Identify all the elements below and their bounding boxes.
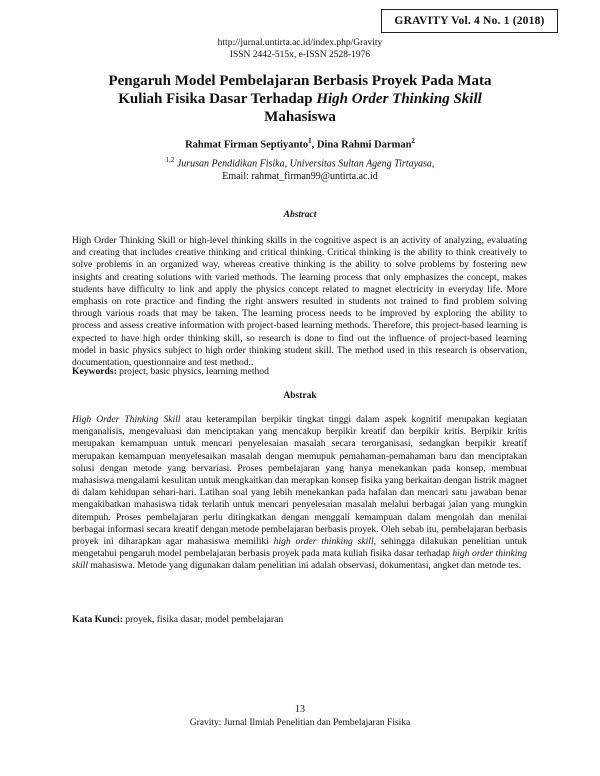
author-1-sup: 1 [308,137,312,145]
abstract-heading: Abstract [283,210,317,220]
author-2: Dina Rahmi Darman [316,139,412,151]
abstrak-heading: Abstrak [283,391,317,401]
kata-kunci [72,614,527,625]
title-line-2 [60,90,540,108]
affiliation [0,156,600,169]
title-line-1: Pengaruh Model Pembelajaran Berbasis Proyek Pada Mata [108,73,492,89]
abstrak-text-1: atau keterampilan berpikir tingkat tinggi dalam aspek kognitif merupakan kegiatan menganalisis, mengevaluasi dan menciptakan yang mencakup berpikir kreatif dan berpikir kritis. Berpikir kritis merupakan kemampuan untuk mencari penyelesaian masalah secara terorganisasi, sedangkan berpikir kreatif merupakan kemampuan menyelesaikan masalah dengan memupuk pemahaman-pemahaman baru dan menciptakan solusi dengan metode yang bervariasi. Proses pembelajaran yang hanya menekankan pada konsep, membuat mahasiswa mengalami kesulitan untuk mengkaitkan dan merapkan konsep fisika yang berkaitan dengan listrik magnet di dalam kehidupan sehari-hari. Latihan soal yang lebih menekankan pada hafalan dan mencari satu jawaban benar mengakibatkan mahasiswa tidak terlatih untuk mencari penyelesaian masalah melalui berbagai jalan yang mungkin ditempuh. Proses pembelajaran perlu ditingkatkan dengan menggali kemampuan dalam mengolah dan menilai berbagai informasi secara kreatif dengan metode pembelajaran berbasis proyek. Oleh sebab itu, pembelajaran berbasis proyek ini diharapkan agar mahasiswa memiliki [72,414,527,548]
paper-title [60,72,540,126]
title-line-2-italic: High Order Thinking Skill [316,91,482,107]
email: Email: rahmat_firman99@untirta.ac.id [222,171,378,182]
abstrak-italic-2: high order thinking skill, [273,536,377,548]
keywords [72,366,527,377]
issn: ISSN 2442-515x, e-ISSN 2528-1976 [229,50,371,60]
title-line-3: Mahasiswa [264,109,336,125]
abstrak-italic-1: High Order Thinking Skill [72,414,181,425]
kata-kunci-label: Kata Kunci: [72,614,123,625]
affiliation-sup: 1,2 [165,156,175,164]
title-line-2-prefix: Kuliah Fisika Dasar Terhadap [118,91,317,107]
journal-badge: GRAVITY Vol. 4 No. 1 (2018) [381,9,558,33]
keywords-label: Keywords: [72,366,117,377]
authors [0,137,600,151]
journal-url[interactable]: http://jurnal.untirta.ac.id/index.php/Gravity [217,38,383,48]
author-separator: , [311,139,317,151]
author-1: Rahmat Firman Septiyanto [185,139,309,151]
affiliation-text: Jurusan Pendidikan Fisika, Universitas Sultan Ageng Tirtayasa, [176,158,435,170]
kata-kunci-text: proyek, fisika dasar, model pembelajaran [122,614,284,625]
page-number: 13 [295,704,305,715]
keywords-text: project, basic physics, learning method [116,366,269,377]
author-2-sup: 2 [411,137,415,145]
abstract-text: High Order Thinking Skill or high-level thinking skills in the cognitive aspect is an activity of analyzing, evaluating and creating that includes creative thinking and critical thinking. Critical thinking is the ability to think creatively to solve problems in an organized way, whereas creative thinking is the ability to solve problems by fostering new insights and creating solutions with varied methods. The learning process that only emphasizes the concept, makes students have difficulty to link and apply the physics concept related to magnet electricity in everyday life. More emphasis on rote practice and finding the right answers resulted in students not trained to find problem solving through various roads that may be taken. The learning process needs to be improved by exploring the ability to process and assess creative information with project-based learning methods. Therefore, this project-based learning is expected to have high order thinking skill, so research is done to find out the influence of project-based learning model in basic physics subject to high order thinking student skill. The method used in this research is observation, documentation, questionnaire and test method.. [72,235,527,369]
abstrak-text-2: sehingga dilakukan penelitian untuk mengetahui pengaruh model pembelajaran berbasis proyek pada mata kuliah fisika dasar terhadap [72,536,527,560]
page-footer: Gravity: Jurnal Ilmiah Penelitian dan Pembelajaran Fisika [189,718,411,728]
abstrak-text [72,414,527,573]
abstrak-italic-3: high order thinking skill [72,548,527,572]
abstrak-text-3: mahasiswa. Metode yang digunakan dalam penelitian ini adalah observasi, dokumentasi, angket dan metode tes. [88,560,522,572]
